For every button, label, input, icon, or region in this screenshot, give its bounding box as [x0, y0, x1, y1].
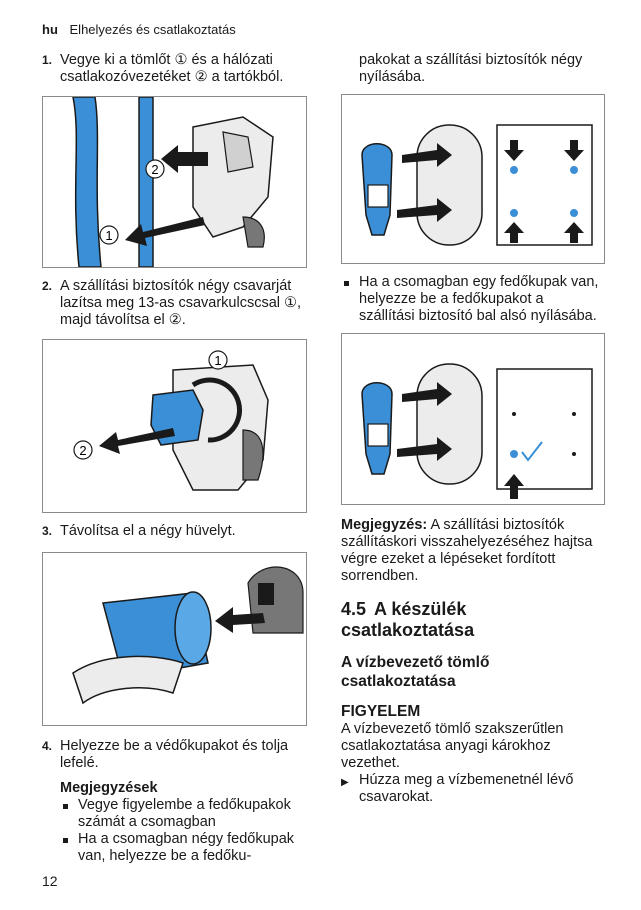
page-header	[42, 22, 236, 37]
step-text: Távolítsa el a négy hüvelyt.	[60, 523, 236, 539]
sleeve-removal-figure	[42, 552, 307, 726]
action-item	[341, 772, 603, 806]
notes-list	[60, 797, 307, 865]
note-paragraph	[341, 517, 603, 585]
note-label: Megjegyzés:	[341, 517, 428, 533]
step-1	[42, 52, 307, 86]
section-title: A készülék csatlakoztatása	[341, 599, 475, 640]
list-item: Ha a csomagban egy fedőkupak van, helyezze be a fedőkupakot a szállítási biztosító bal alsó nyílásába.	[341, 274, 603, 325]
figure-label-2: 2	[151, 162, 159, 177]
page-number: 12	[42, 873, 58, 889]
right-column	[341, 52, 603, 806]
continued-text: pakokat a szállítási biztosítók négy nyílásába.	[359, 52, 583, 85]
language-code: hu	[42, 22, 58, 37]
step-number: 1.	[42, 53, 53, 67]
hose-removal-figure	[42, 96, 307, 268]
step-number: 4.	[42, 739, 53, 753]
warning-title: FIGYELEM	[341, 703, 421, 720]
figure-label-1: 1	[214, 353, 222, 368]
action-text: Húzza meg a vízbemenetnél lévő csavarokat.	[359, 772, 574, 805]
notes-title: Megjegyzések	[60, 780, 158, 796]
list-item: Ha a csomagban négy fedőkupak van, helyezze be a fedőku-	[60, 831, 307, 865]
step-3	[42, 523, 307, 540]
step-number: 3.	[42, 524, 53, 538]
one-cap-figure	[341, 333, 605, 505]
subsection-heading: A vízbevezető tömlő csatlakoztatása	[341, 654, 490, 690]
warning-text: A vízbevezető tömlő szakszerűtlen csatlakoztatása anyagi károkhoz vezethet.	[341, 721, 564, 771]
section-number: 4.5	[341, 599, 367, 619]
figure-label-1: 1	[105, 228, 113, 243]
step-4	[42, 738, 307, 772]
left-column	[42, 52, 307, 865]
single-cap-bullet	[341, 274, 603, 325]
step-text: Vegye ki a tömlőt ① és a hálózati csatlakozóvezetéket ② a tartókból.	[60, 52, 284, 85]
four-caps-figure	[341, 94, 605, 264]
step-2	[42, 278, 307, 329]
step-text: A szállítási biztosítók négy csavarját lazítsa meg 13-as csavarkulcscsal ①, majd távolítsa el ②.	[60, 278, 302, 328]
step-number: 2.	[42, 279, 53, 293]
note-text: A szállítási biztosítók szállításkori visszahelyezéséhez hajtsa végre ezeket a lépéseket fordított sorrendben.	[341, 517, 593, 584]
chapter-title: Elhelyezés és csatlakoztatás	[69, 22, 236, 37]
list-item: Vegye figyelembe a fedőkupakok számát a csomagban	[60, 797, 307, 831]
figure-label-2: 2	[79, 443, 87, 458]
step-text: Helyezze be a védőkupakot és tolja lefelé.	[60, 738, 289, 771]
triangle-bullet-icon: ▶	[341, 777, 349, 788]
section-heading	[341, 599, 603, 641]
screw-removal-figure	[42, 339, 307, 513]
